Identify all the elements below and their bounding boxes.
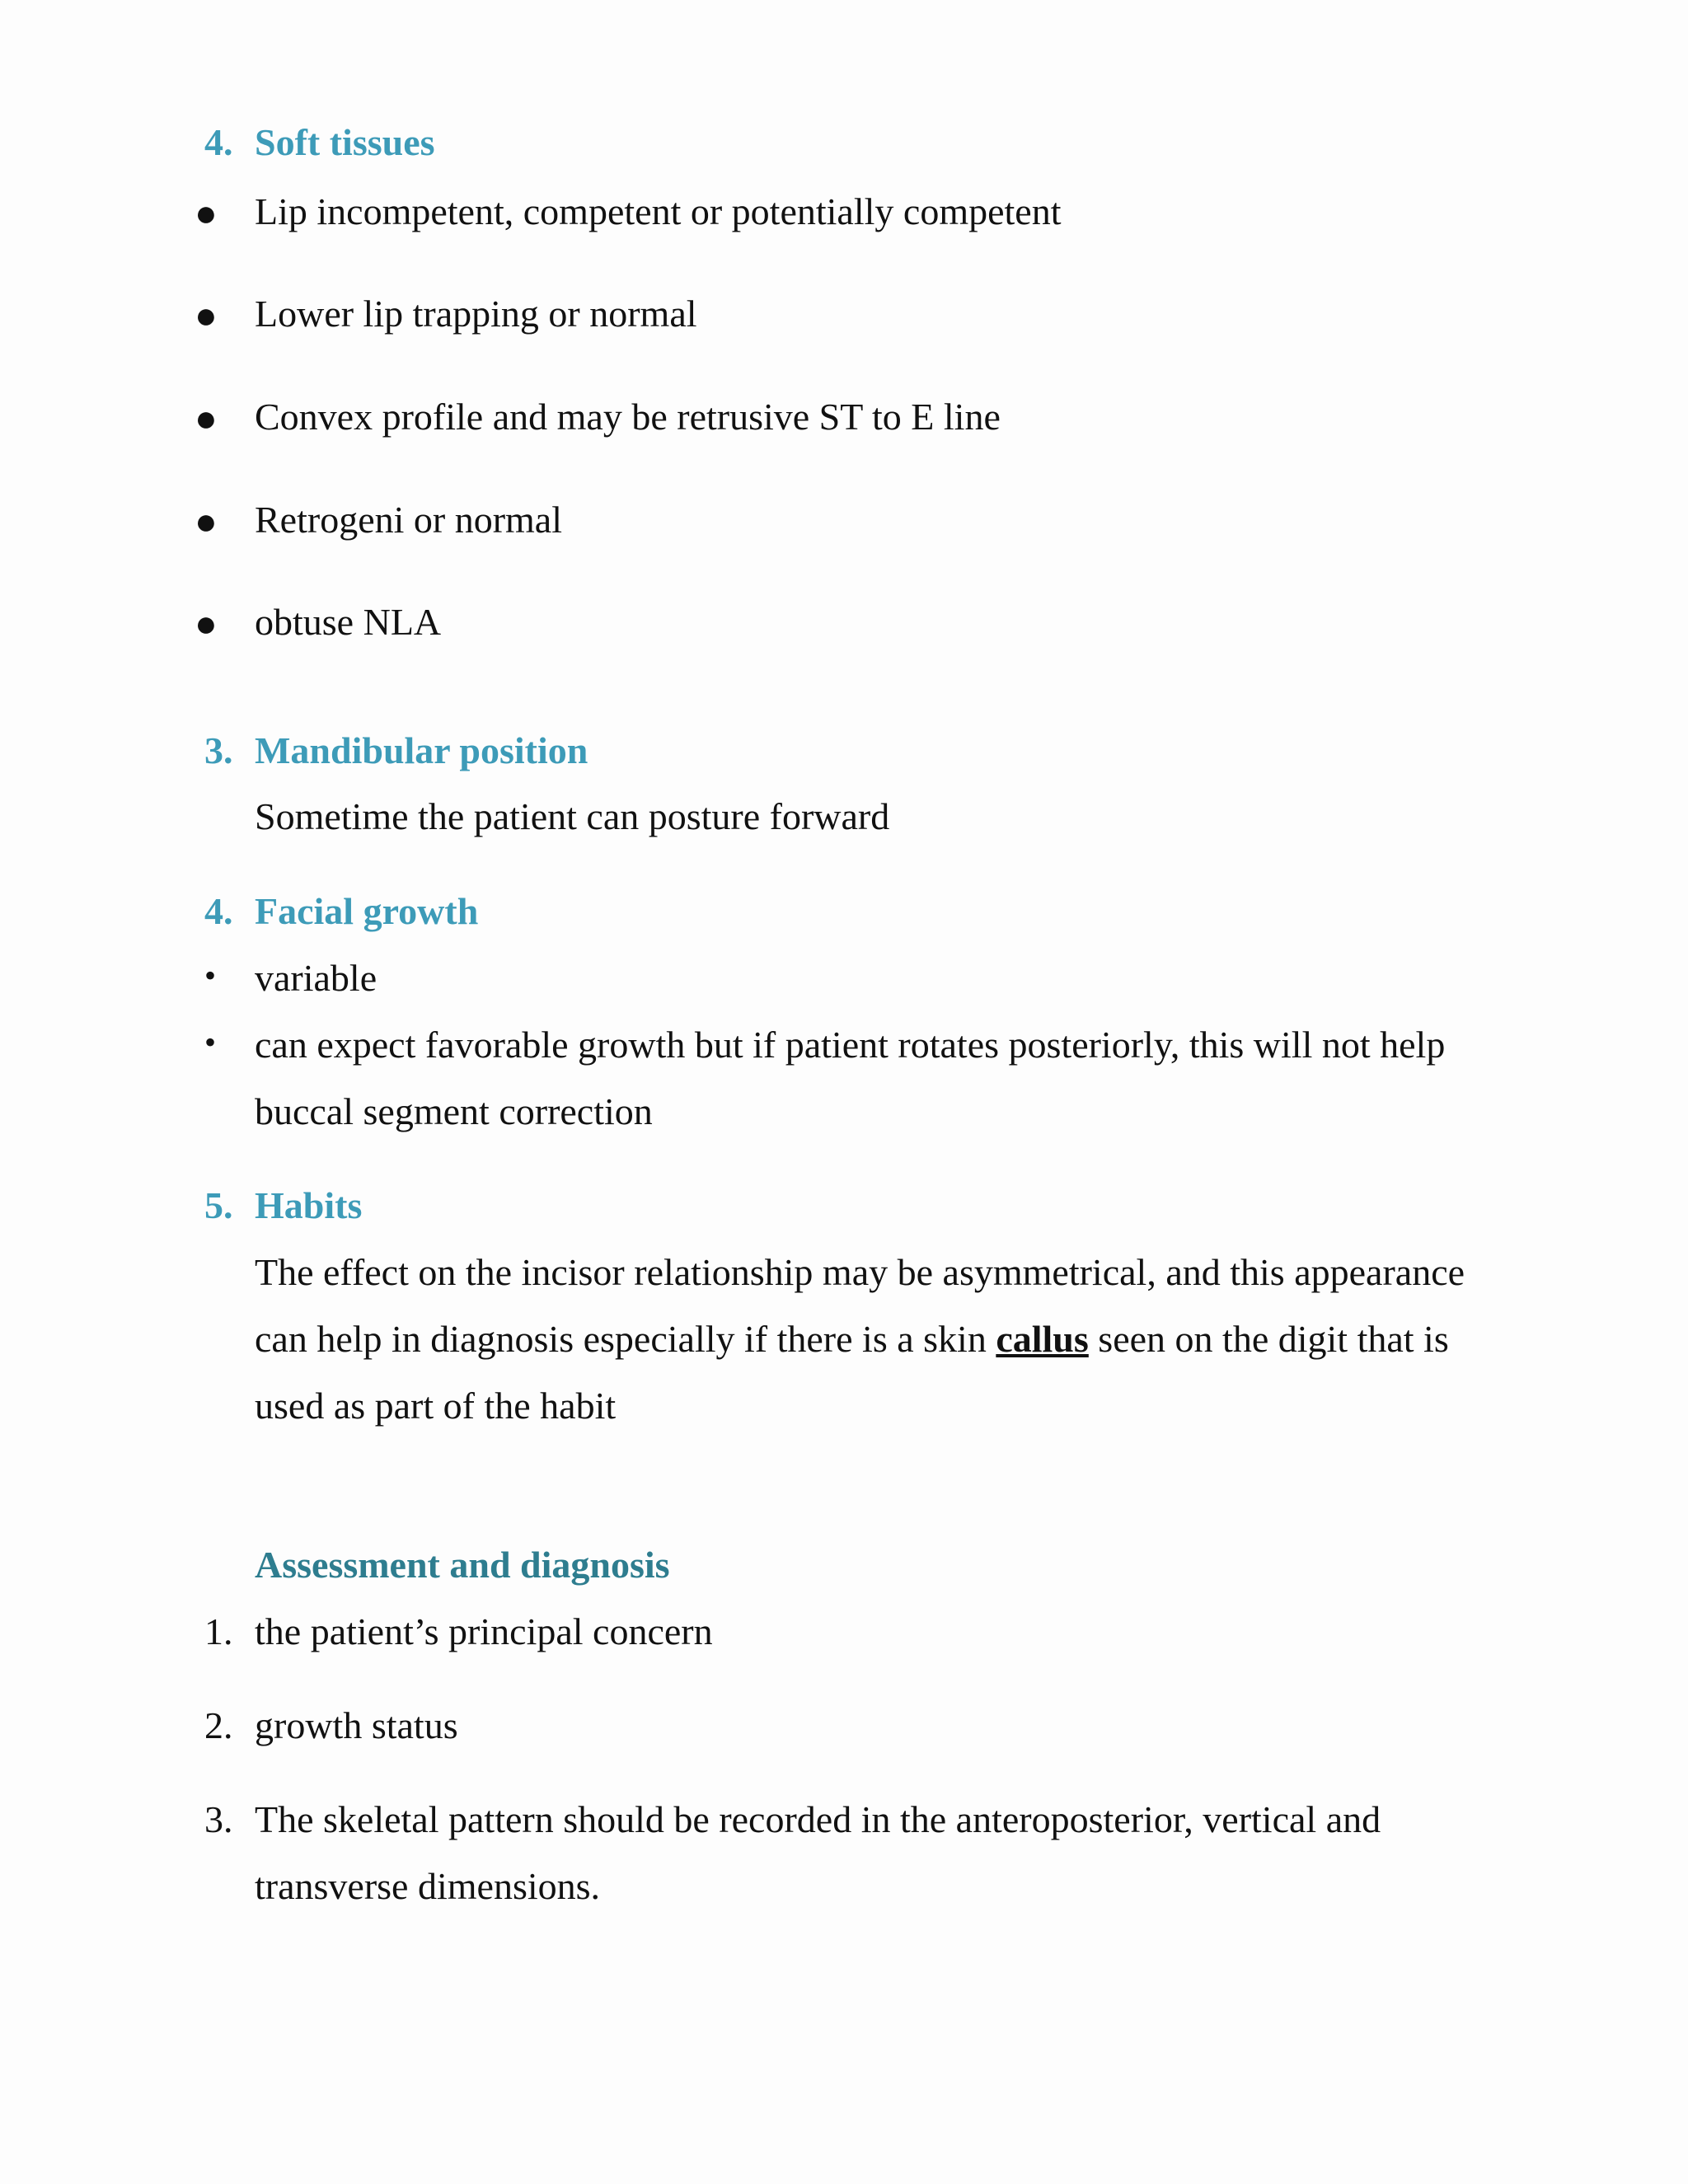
list-item: Convex profile and may be retrusive ST to E line — [255, 396, 1001, 438]
list-item: Lower lip trapping or normal — [255, 293, 697, 335]
heading-number: 3. — [204, 729, 233, 771]
list-item: Lip incompetent, competent or potentially competent — [255, 190, 1062, 232]
list-item: The skeletal pattern should be recorded in the anteroposterior, vertical and — [255, 1798, 1381, 1840]
paragraph: Sometime the patient can posture forward — [255, 795, 890, 837]
list-number: 2. — [204, 1704, 233, 1746]
list-item: Retrogeni or normal — [255, 499, 563, 541]
bullet-icon: ● — [195, 192, 218, 234]
text-span: seen on the digit that is — [1088, 1318, 1449, 1360]
list-number: 1. — [204, 1610, 233, 1652]
list-item: growth status — [255, 1704, 458, 1746]
bullet-icon: ● — [195, 602, 218, 644]
bullet-icon: • — [204, 1024, 217, 1061]
paragraph-line: used as part of the habit — [255, 1385, 617, 1427]
soft-tissues-heading — [204, 121, 233, 163]
bullet-icon: ● — [195, 397, 218, 439]
list-item-continuation: transverse dimensions. — [255, 1865, 601, 1907]
mandibular-position-title: Mandibular position — [255, 729, 588, 771]
list-item: variable — [255, 957, 377, 999]
list-item: obtuse NLA — [255, 601, 442, 643]
facial-growth-title: Facial growth — [255, 890, 479, 932]
bullet-icon: ● — [195, 500, 218, 542]
soft-tissues-title: Soft tissues — [255, 121, 435, 163]
assessment-title: Assessment and diagnosis — [255, 1544, 670, 1586]
paragraph-line — [255, 1320, 1449, 1358]
heading-number: 4. — [204, 890, 233, 932]
heading-number: 4. — [204, 121, 233, 163]
habits-title: Habits — [255, 1184, 363, 1226]
list-item: the patient’s principal concern — [255, 1610, 713, 1652]
heading-number: 5. — [204, 1184, 233, 1226]
paragraph-line: The effect on the incisor relationship may be asymmetrical, and this appearance — [255, 1251, 1465, 1293]
list-number: 3. — [204, 1798, 233, 1840]
bullet-icon: • — [204, 957, 217, 994]
list-item: can expect favorable growth but if patient rotates posteriorly, this will not help — [255, 1024, 1446, 1066]
bullet-icon: ● — [195, 294, 218, 336]
callus-emphasis: callus — [996, 1318, 1089, 1360]
list-item-continuation: buccal segment correction — [255, 1090, 653, 1132]
text-span: can help in diagnosis especially if there is a skin — [255, 1318, 996, 1360]
